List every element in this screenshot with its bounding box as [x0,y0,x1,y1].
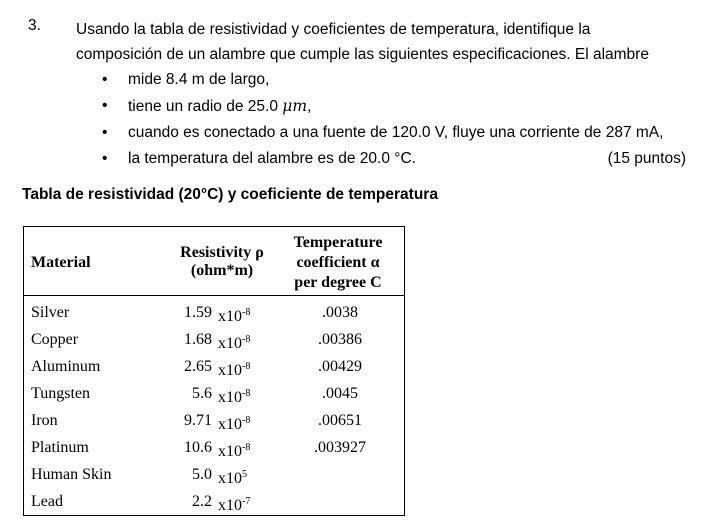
header-resistivity: Resistivity ρ (ohm*m) [180,244,264,279]
cell-exponent: $x10^{-8}$ [218,334,251,352]
cell-resistivity: 10.6 [184,439,212,456]
table-row [24,326,404,353]
cell-resistivity: 2.65 [184,358,212,375]
spec-item-length: • mide 8.4 m de largo, [76,67,686,93]
bullet-icon: • [102,97,108,114]
spec-list [76,67,686,172]
question-line-1: Usando la tabla de resistividad y coeficientes de temperatura, identifique la [76,21,591,38]
table-row [24,353,404,380]
unit-micrometer: μm [282,97,308,115]
cell-resistivity: 1.68 [184,331,212,348]
table-row [24,380,404,407]
cell-resistivity: 1.59 [184,304,212,321]
cell-material: Copper [31,331,79,348]
cell-temp-coefficient: .00429 [318,358,362,375]
points-label: (15 puntos) [607,150,686,167]
cell-resistivity: 9.71 [184,412,212,429]
spec-item-radius: • tiene un radio de 25.0 μm, [76,93,686,120]
table-body [24,299,404,515]
cell-temp-coefficient: .00386 [318,331,362,348]
cell-temp-coefficient: .0045 [322,385,358,402]
cell-exponent: $x10^5$ [218,469,247,487]
table-row [24,434,404,461]
cell-material: Silver [31,304,70,321]
bullet-icon: • [102,71,108,88]
table-header [24,227,404,296]
spec-item-source: • cuando es conectado a una fuente de 120.0 V, fluye una corriente de 287 mA, [76,120,686,146]
bullet-icon: • [102,150,108,167]
table-title: Tabla de resistividad (20°C) y coeficiente de temperatura [22,186,438,203]
cell-material: Tungsten [31,385,90,402]
question-body [76,17,686,172]
header-temperature-coefficient: Temperature coefficient α per degree C [293,234,383,291]
cell-exponent: $x10^{-8}$ [218,415,251,433]
cell-exponent: $x10^{-8}$ [218,361,251,379]
table-row [24,407,404,434]
cell-material: Platinum [31,439,89,456]
bullet-icon: • [102,124,108,141]
resistivity-table [23,226,405,516]
cell-resistivity: 5.6 [192,385,212,402]
cell-material: Iron [31,412,58,429]
cell-exponent: $x10^{-7}$ [218,496,251,514]
cell-exponent: $x10^{-8}$ [218,388,251,406]
cell-temp-coefficient: .003927 [314,439,366,456]
cell-temp-coefficient: .00651 [318,412,362,429]
cell-exponent: $x10^{-8}$ [218,442,251,460]
question-number: 3. [28,17,41,34]
cell-material: Aluminum [31,358,101,375]
spec-item-temperature: • la temperatura del alambre es de 20.0 °C. (15 puntos) [76,146,686,172]
table-row [24,299,404,326]
cell-temp-coefficient: .0038 [322,304,358,321]
table-row [24,488,404,515]
cell-exponent: $x10^{-8}$ [218,307,251,325]
cell-material: Human Skin [31,466,112,483]
cell-material: Lead [31,493,63,510]
question-line-2: composición de un alambre que cumple las siguientes especificaciones. El alambre [76,46,649,63]
table-row [24,461,404,488]
cell-resistivity: 2.2 [192,493,212,510]
cell-resistivity: 5.0 [192,466,212,483]
header-material: Material [31,254,91,271]
